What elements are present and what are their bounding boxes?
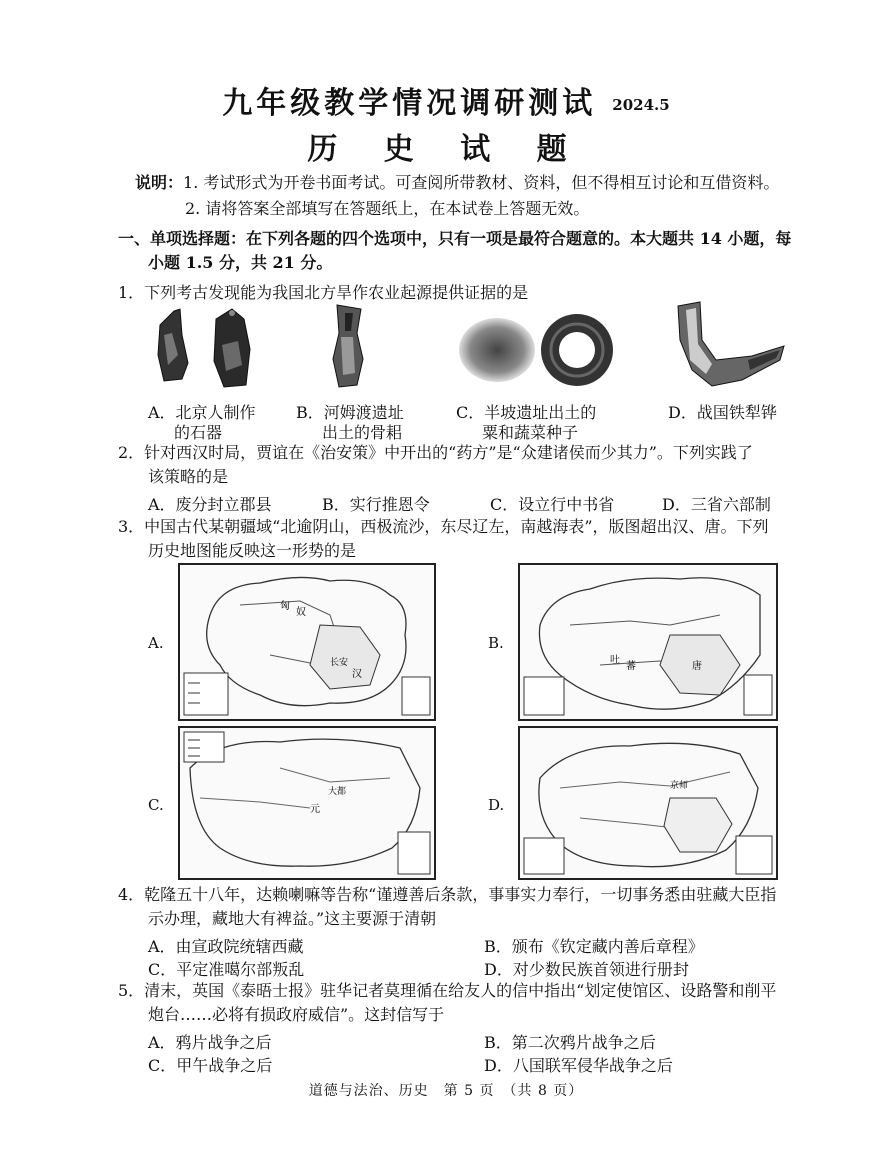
q3-option-b-label: B. [488,634,504,652]
q3-option-c-label: C. [148,796,164,814]
q4-stem-line-1: 4．乾隆五十八年，达赖喇嘛等告称“谨遵善后条款，事事实力奉行，一切事务悉由驻藏大臣指 [118,885,777,904]
map-a-label-1: 匈 [280,601,290,612]
q3-stem-line-1: 3．中国古代某朝疆域“北逾阴山，西极流沙，东尽辽左，南越海表”，版图超出汉、唐。下列 [118,517,769,536]
q1-option-a-line1: A．北京人制作 [148,403,256,422]
exam-title [0,78,892,122]
map-c [178,726,436,880]
notes-line-1 [135,172,779,194]
q3-option-d-label: D. [488,796,505,814]
q2-option-d: D．三省六部制 [662,495,771,514]
q5-option-b: B．第二次鸦片战争之后 [484,1033,656,1052]
q3-option-a-label: A. [148,634,164,652]
q2-option-c: C．设立行中书省 [490,495,615,514]
map-c-label-2: 元 [310,804,320,815]
map-b-label-2: 蕃 [626,661,636,672]
notes-label: 说明： [135,173,184,192]
exam-title-text: 九年级教学情况调研测试 [222,86,597,121]
map-a-label-3: 长安 [330,658,349,668]
q5-option-c: C．甲午战争之后 [148,1056,273,1075]
map-b-label-1: 吐 [610,655,620,666]
q5-stem-line-1: 5．清末，英国《泰晤士报》驻华记者莫理循在给友人的信中指出“划定使馆区、设路警和削平 [118,981,777,1000]
map-b [518,563,778,721]
q5-stem-line-2: 炮台……必将有损政府威信”。这封信写于 [148,1005,445,1024]
millet-seeds-image [455,308,615,390]
q1-option-c-line1: C．半坡遗址出土的 [456,403,597,422]
q4-option-c: C．平定准噶尔部叛乱 [148,960,305,979]
q2-stem-line-2: 该策略的是 [148,467,229,486]
notes-item-1: 1. 考试形式为开卷书面考试。可查阅所带教材、资料，但不得相互讨论和互借资料。 [183,173,780,192]
iron-plowshare-image [672,300,787,390]
q5-option-d: D．八国联军侵华战争之后 [484,1056,673,1075]
q1-option-c-line2: 粟和蔬菜种子 [482,423,579,442]
map-d-label-1: 京师 [670,781,689,791]
q1-option-b-line2: 出土的骨耜 [322,423,403,442]
bone-spade-image [327,303,367,391]
map-d [518,726,778,880]
q4-option-a: A．由宣政院统辖西藏 [148,937,304,956]
q4-option-b: B．颁布《钦定藏内善后章程》 [484,937,704,956]
section1-line-1: 一、单项选择题：在下列各题的四个选项中，只有一项是最符合题意的。本大题共 14 小题，每 [118,229,792,248]
map-b-label-3: 唐 [692,661,702,672]
q1-option-d-line1: D．战国铁犁铧 [668,403,777,422]
q5-option-a: A．鸦片战争之后 [148,1033,272,1052]
section1-line-2: 小题 1.5 分，共 21 分。 [148,253,333,272]
map-c-label-1: 大都 [328,787,347,797]
map-a [178,563,436,721]
q2-option-a: A．废分封立郡县 [148,495,272,514]
map-a-label-2: 奴 [296,607,306,618]
q1-option-b-line1: B．河姆渡遗址 [296,403,404,422]
q1-option-a-line2: 的石器 [174,423,223,442]
q1-stem: 1．下列考古发现能为我国北方旱作农业起源提供证据的是 [118,283,529,302]
q2-option-b: B．实行推恩令 [322,495,430,514]
q2-stem-line-1: 2．针对西汉时局，贾谊在《治安策》中开出的“药方”是“众建诸侯而少其力”。下列实践了 [118,443,753,462]
exam-subtitle: 历 史 试 题 [307,132,585,167]
notes-item-2: 2. 请将答案全部填写在答题纸上，在本试卷上答题无效。 [185,199,590,218]
page-footer: 道德与法治、历史 第 5 页 （共 8 页） [308,1083,584,1099]
q4-option-d: D．对少数民族首领进行册封 [484,960,689,979]
stone-tools-image [152,305,257,393]
q3-stem-line-2: 历史地图能反映这一形势的是 [148,541,357,560]
q4-stem-line-2: 示办理，藏地大有裨益。”这主要源于清朝 [148,909,437,928]
exam-date: 2024.5 [612,96,670,114]
map-a-label-4: 汉 [352,669,362,680]
